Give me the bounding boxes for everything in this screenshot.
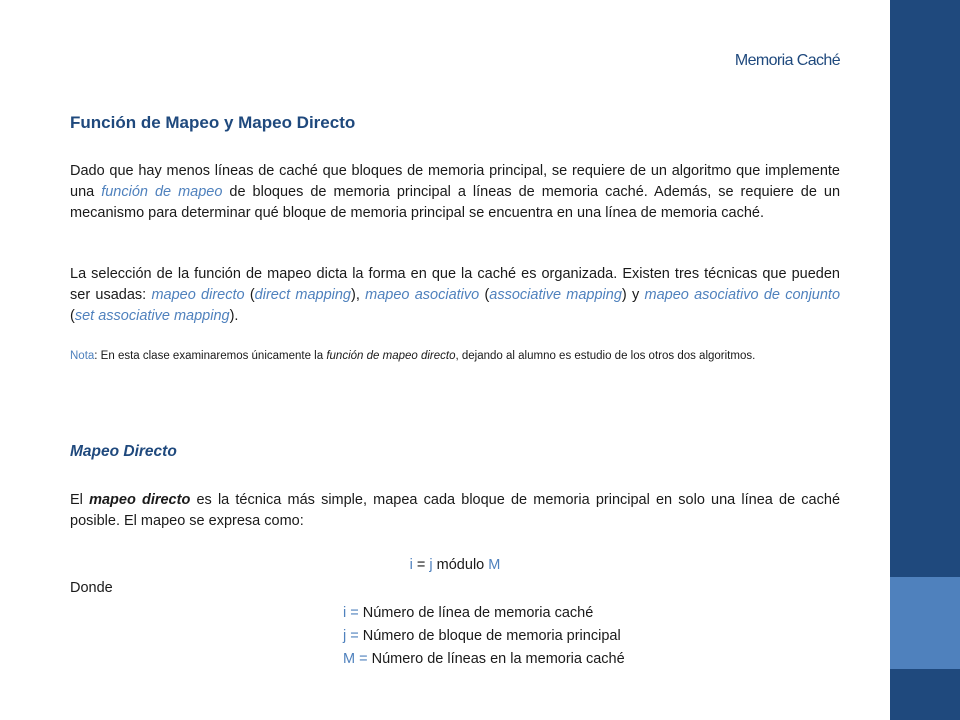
paragraph-mapping-function xyxy=(70,161,840,224)
definition-i xyxy=(343,603,593,624)
text-run: ) y xyxy=(621,287,645,303)
definition-text: Número de bloque de memoria principal xyxy=(362,628,621,644)
subsection-title: Mapeo Directo xyxy=(70,443,177,460)
highlight-set-associative-en: set associative mapping xyxy=(74,308,230,324)
formula-modulo: módulo xyxy=(432,557,489,573)
text-run: ). xyxy=(229,308,239,324)
paragraph-direct-mapping xyxy=(70,490,840,532)
text-run: La selección de la función de mapeo dicta la forma en que la caché es organizada. Existen tres técnicas que pueden ser usadas: xyxy=(70,266,840,303)
slide-header-title: Memoria Caché xyxy=(734,52,840,69)
definition-symbol: M = xyxy=(343,651,372,667)
text-run: ( xyxy=(70,308,75,324)
definition-text: Número de línea de memoria caché xyxy=(362,605,594,621)
highlight-direct: mapeo directo xyxy=(151,287,245,303)
text-run: : En esta clase examinaremos únicamente la xyxy=(94,350,327,362)
highlight-associative: mapeo asociativo xyxy=(365,287,480,303)
definition-m xyxy=(343,649,625,670)
mapping-formula xyxy=(70,557,840,573)
section-title: Función de Mapeo y Mapeo Directo xyxy=(70,113,356,132)
donde-label: Donde xyxy=(70,580,113,596)
text-run: El xyxy=(70,492,90,508)
text-run: de bloques de memoria principal a líneas de memoria caché. Además, se requiere de un mecanismo para determinar qué bloque de memoria principal se encuentra en una línea de memoria caché. xyxy=(70,184,841,221)
definition-symbol: i = xyxy=(343,605,363,621)
text-run: Dado que hay menos líneas de caché que bloques de memoria principal, se requiere de un algoritmo que implemente una xyxy=(70,163,840,200)
note-paragraph xyxy=(70,347,840,365)
slide-content xyxy=(70,0,840,720)
note-label: Nota xyxy=(70,350,95,362)
highlight-set-associative: mapeo asociativo de conjunto xyxy=(644,287,841,303)
highlight-direct-en: direct mapping xyxy=(254,287,351,303)
formula-m: M xyxy=(488,557,501,573)
definition-symbol: j = xyxy=(343,628,363,644)
highlight-associative-en: associative mapping xyxy=(489,287,622,303)
definition-j xyxy=(343,626,621,647)
formula-i: i xyxy=(409,557,413,573)
highlight-mapping-function: función de mapeo xyxy=(101,184,223,200)
text-run: , dejando al alumno es estudio de los otros dos algoritmos. xyxy=(455,350,756,362)
text-run: ( xyxy=(479,287,490,303)
note-italic: función de mapeo directo xyxy=(326,350,456,362)
bold-direct-mapping: mapeo directo xyxy=(89,492,191,508)
paragraph-mapping-techniques xyxy=(70,264,840,327)
definition-text: Número de líneas en la memoria caché xyxy=(371,651,625,667)
formula-j: j xyxy=(429,557,433,573)
text-run: es la técnica más simple, mapea cada bloque de memoria principal en solo una línea de caché posible. El mapeo se expresa como: xyxy=(70,492,841,529)
text-run: ), xyxy=(351,287,366,303)
right-side-accent-block xyxy=(890,577,960,669)
text-run: ( xyxy=(244,287,255,303)
formula-equals: = xyxy=(412,557,430,573)
